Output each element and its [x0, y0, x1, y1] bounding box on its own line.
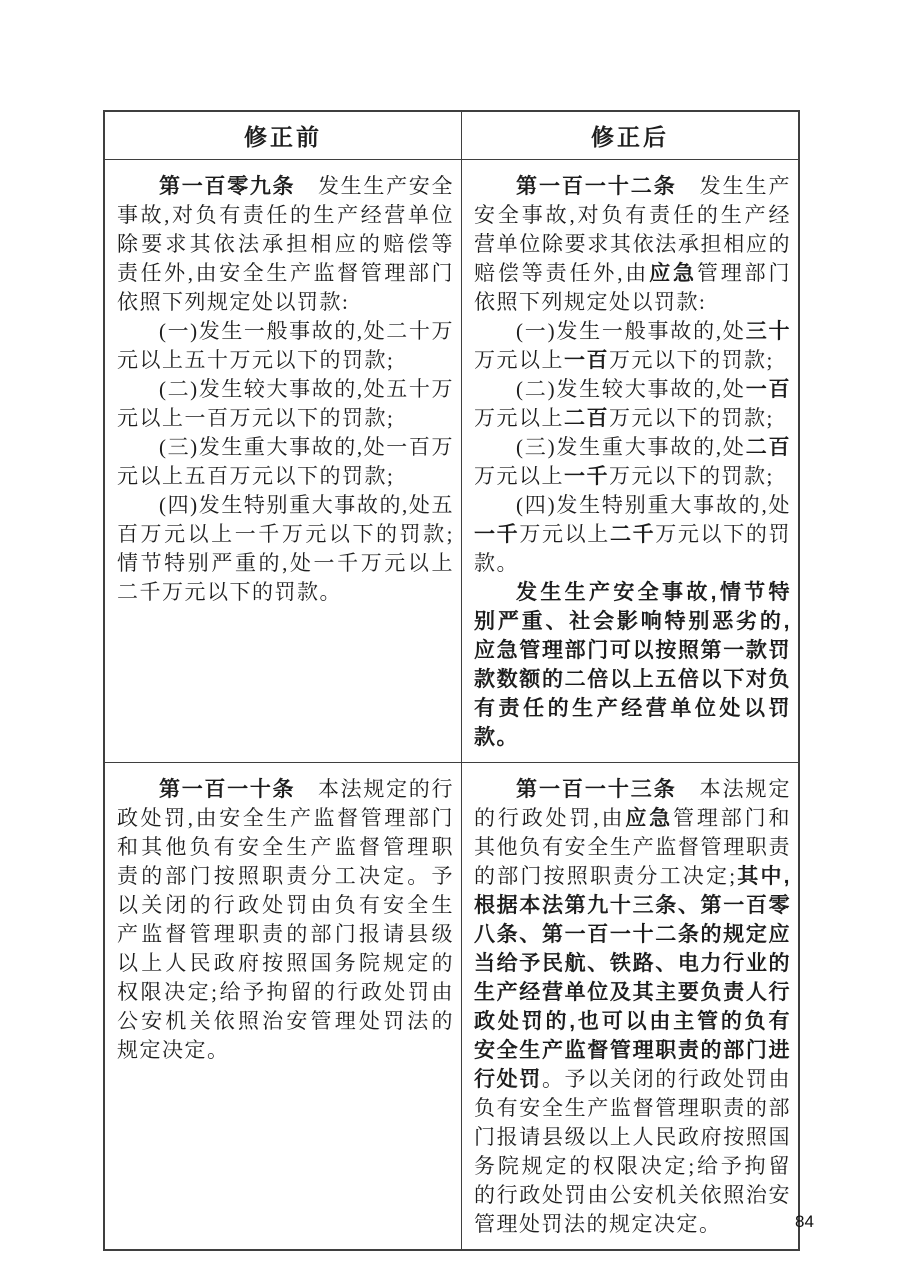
table-header-row [105, 112, 798, 160]
amended-text: 二百 [564, 407, 609, 430]
body-text: 本法规定的行政处罚,由安全生产监督管理部门和其他负有安全生产监督管理职责的部门按照职责分工决定。予以关闭的行政处罚由负有安全生产监督管理职责的部门报请县级以上人民政府按照国务院规定的权限决定;给予拘留的行政处罚由公安机关依照治安管理处罚法的规定决定。 [117, 777, 454, 1062]
table-row [105, 160, 798, 762]
paragraph [117, 317, 454, 375]
amended-text: 二百 [745, 436, 791, 459]
paragraph [474, 775, 791, 1239]
amended-text: 第一百一十三条 [516, 778, 677, 801]
amended-text: 一百 [564, 349, 609, 372]
amended-text: 应急 [649, 262, 697, 285]
body-text: (一)发生一般事故的,处 [516, 319, 746, 343]
table-header-before: 修正前 [105, 112, 462, 159]
body-text: 管理部门依照下列规定处以罚款: [474, 261, 792, 314]
comparison-table [103, 110, 800, 1251]
amended-text: 其中,根据本法第九十三条、第一百零八条、第一百一十二条的规定应当给予民航、铁路、电力行业的生产经营单位及其主要负责人行政处罚的,也可以由主管的负有安全生产监督管理职责的部门进行处罚 [474, 865, 791, 1091]
body-text: 万元以上 [474, 406, 564, 430]
body-text: 万元以下的罚款。 [474, 522, 792, 575]
amended-text: 应急 [625, 807, 674, 830]
body-text: 万元以下的罚款; [609, 348, 774, 372]
amended-text: 一千 [564, 465, 609, 488]
page-number: 84 [795, 1212, 814, 1231]
body-text: 万元以上 [474, 464, 564, 488]
body-text: (三)发生重大事故的,处一百万元以上五百万元以下的罚款; [117, 435, 454, 488]
body-text: 管理部门和其他负有安全生产监督管理职责的部门按照职责分工决定; [474, 806, 792, 888]
table-row [105, 762, 798, 1249]
body-text: 万元以下的罚款; [609, 406, 774, 430]
body-text: 万元以上 [474, 348, 564, 372]
body-text: (三)发生重大事故的,处 [516, 435, 746, 459]
amended-text: 第一百零九条 [159, 175, 296, 198]
cell-before [105, 160, 462, 762]
amended-text: 第一百一十条 [159, 778, 296, 801]
paragraph [474, 491, 791, 578]
paragraph [117, 433, 454, 491]
amended-text: 发生生产安全事故,情节特别严重、社会影响特别恶劣的,应急管理部门可以按照第一款罚款数额的二倍以上五倍以下对负有责任的生产经营单位处以罚款。 [474, 581, 791, 749]
paragraph [474, 433, 791, 491]
table-body [105, 160, 798, 1249]
amended-text: 三十 [745, 320, 791, 343]
body-text: (二)发生较大事故的,处 [516, 377, 746, 401]
body-text: 万元以下的罚款; [609, 464, 774, 488]
table-header-after: 修正后 [591, 124, 669, 150]
amended-text: 第一百一十二条 [516, 175, 677, 198]
amended-text: 一百 [745, 378, 791, 401]
amended-text: 一千 [474, 523, 520, 546]
paragraph [474, 578, 791, 752]
body-text: 本法规定的行政处罚,由 [474, 777, 792, 830]
cell-after [462, 763, 798, 1249]
amended-text: 二千 [609, 523, 656, 546]
body-text: 发生生产安全事故,对负有责任的生产经营单位除要求其依法承担相应的赔偿等责任外,由安全生产监督管理部门依照下列规定处以罚款: [117, 174, 454, 314]
cell-before [105, 763, 462, 1249]
paragraph [474, 172, 791, 317]
paragraph [117, 375, 454, 433]
body-text: (四)发生特别重大事故的,处五百万元以上一千万元以下的罚款;情节特别严重的,处一千万元以上二千万元以下的罚款。 [117, 493, 454, 604]
body-text: (二)发生较大事故的,处五十万元以上一百万元以下的罚款; [117, 377, 454, 430]
paragraph [117, 775, 454, 1065]
body-text: (四)发生特别重大事故的,处 [516, 493, 791, 517]
paragraph [474, 317, 791, 375]
body-text: (一)发生一般事故的,处二十万元以上五十万元以下的罚款; [117, 319, 454, 372]
paragraph [117, 172, 454, 317]
paragraph [117, 491, 454, 607]
body-text: 万元以上 [519, 522, 610, 546]
body-text: 。予以关闭的行政处罚由负有安全生产监督管理职责的部门报请县级以上人民政府按照国务院规定的权限决定;给予拘留的行政处罚由公安机关依照治安管理处罚法的规定决定。 [474, 1067, 792, 1236]
body-text: 发生生产安全事故,对负有责任的生产经营单位除要求其依法承担相应的赔偿等责任外,由 [474, 174, 792, 285]
cell-after [462, 160, 798, 762]
paragraph [474, 375, 791, 433]
